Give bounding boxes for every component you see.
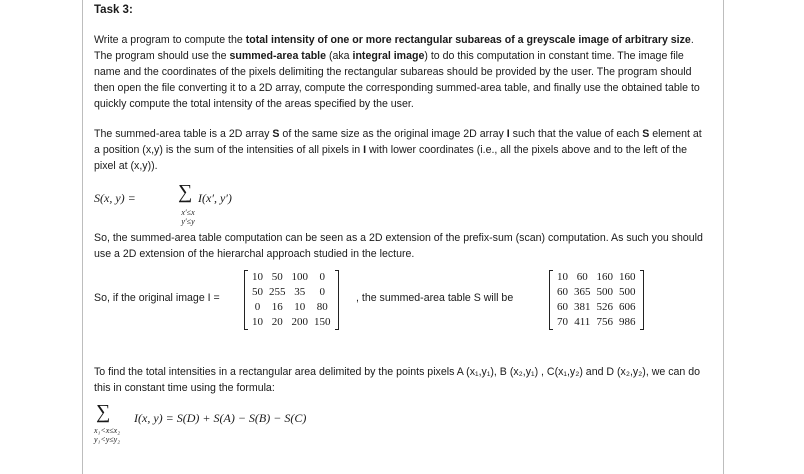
- intro-paragraph: Write a program to compute the total intensity of one or more rectangular subareas of a greyscale image of arbitrary size. The program should use the summed-area table (aka integral image) to do this computation in constant time. The image file name and the coordinates of the pixels delimiting the rectangular subareas should be provided by the user. The program should then open the file converting it to a 2D array, compute the corresponding summed-area table, and finally use the obtained table to quickly compute the total intensity of the areas specified by the user.: [94, 34, 700, 110]
- matrix-cell: 10: [294, 301, 306, 313]
- matrix-cell: 526: [596, 301, 613, 313]
- matrix-cell: 80: [316, 301, 328, 313]
- matrix-cell: 16: [271, 301, 283, 313]
- matrix-cell: 756: [596, 316, 613, 328]
- matrix-cell: 10: [252, 271, 263, 283]
- matrix-example: [94, 268, 710, 352]
- matrix-label-original: So, if the original image I =: [94, 292, 220, 304]
- matrix-cell: 50: [271, 271, 283, 283]
- matrix-cell: 60: [576, 271, 588, 283]
- matrix-cell: 70: [557, 316, 568, 328]
- matrix-row: [249, 270, 334, 285]
- matrix-row: [554, 315, 639, 330]
- matrix-cell: 150: [314, 316, 331, 328]
- matrix-cell: 10: [557, 271, 568, 283]
- matrix-cell: 0: [319, 271, 325, 283]
- matrix-cell: 606: [619, 301, 636, 313]
- matrix-cell: 160: [596, 271, 613, 283]
- matrix-cell: 500: [596, 286, 613, 298]
- matrix-cell: 20: [271, 316, 283, 328]
- matrix-cell: 0: [254, 301, 261, 313]
- matrix-row: [554, 300, 639, 315]
- matrix-cell: 986: [619, 316, 636, 328]
- matrix-row: [554, 270, 639, 285]
- formula-lhs: S(x, y) =: [94, 191, 136, 205]
- matrix-cell: 100: [291, 271, 308, 283]
- matrix-row: [249, 315, 334, 330]
- matrix-row: [249, 285, 334, 300]
- formula-rhs: I(x, y) = S(D) + S(A) − S(B) − S(C): [134, 411, 307, 425]
- task-title: Task 3:: [94, 4, 133, 16]
- matrix-original-table: [249, 270, 334, 330]
- matrix-label-summed: , the summed-area table S will be: [356, 292, 514, 304]
- matrix-cell: 255: [269, 286, 286, 298]
- formula-rhs: I(x′, y′): [198, 191, 232, 205]
- formula-subscript: x₁<x≤x₂ y₁<y≤y₂: [94, 426, 121, 444]
- matrix-cell: 411: [574, 316, 591, 328]
- matrix-cell: 60: [557, 286, 568, 298]
- matrix-cell: 10: [252, 316, 263, 328]
- matrix-cell: 365: [574, 286, 591, 298]
- matrix-row: [249, 300, 334, 315]
- matrix-cell: 0: [319, 286, 325, 298]
- document-page: [94, 2, 710, 448]
- matrix-summed-table: [554, 270, 639, 330]
- scan-paragraph: So, the summed-area table computation can be seen as a 2D extension of the prefix-sum (scan) computation. As such you should use a 2D extension of the hierarchal approach studied in the lecture.: [94, 232, 703, 260]
- matrix-summed: [549, 270, 644, 330]
- matrix-cell: 500: [619, 286, 636, 298]
- sigma-symbol: ∑: [178, 181, 193, 203]
- matrix-cell: 200: [291, 316, 308, 328]
- sigma-symbol: ∑: [96, 401, 111, 423]
- definition-paragraph: The summed-area table is a 2D array S of the same size as the original image 2D array I such that the value of each S element at a position (x,y) is the sum of the intensities of all pixels in I with lower coordinates (i.e., all the pixels above and to the left of the pixel at (x,y)).: [94, 128, 702, 172]
- summed-area-formula: [94, 182, 710, 230]
- formula-subscript: x′≤x y′≤y: [181, 208, 195, 226]
- rectangle-paragraph: To find the total intensities in a rectangular area delimited by the points pixels A (x₁,y₁), B (x₂,y₁) , C(x₁,y₂) and D (x₂,y₂), we can do this in constant time using the formula:: [94, 366, 701, 394]
- matrix-cell: 35: [294, 286, 306, 298]
- matrix-cell: 60: [557, 301, 568, 313]
- matrix-original: [244, 270, 339, 330]
- matrix-row: [554, 285, 639, 300]
- rectangle-formula: [94, 401, 710, 448]
- matrix-cell: 50: [252, 286, 263, 298]
- matrix-cell: 160: [619, 271, 636, 283]
- matrix-cell: 381: [574, 301, 591, 313]
